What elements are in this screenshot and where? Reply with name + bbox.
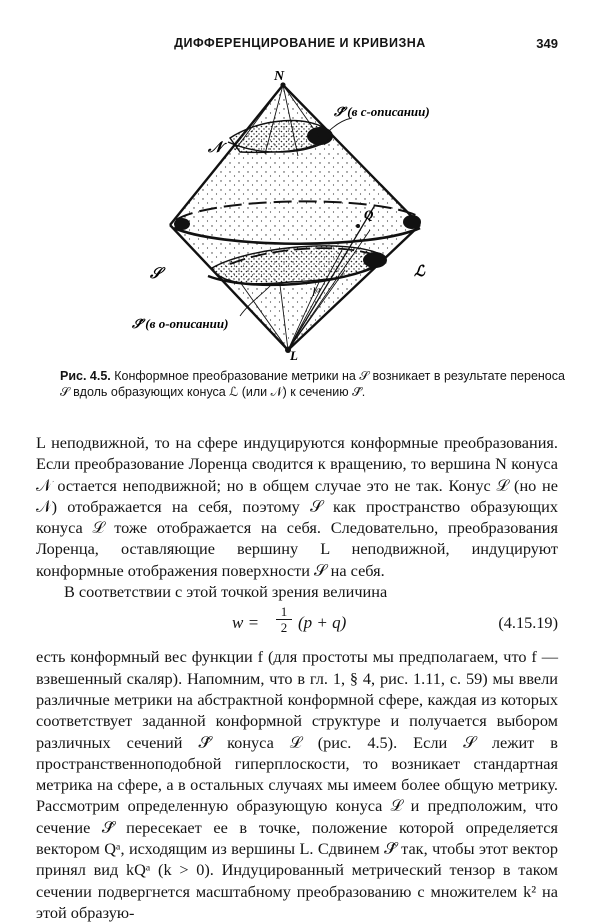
equation-fraction: [276, 604, 292, 635]
equation-rhs: (p + q): [298, 613, 347, 633]
label-cal-L: ℒ: [414, 264, 425, 280]
point-Q: [356, 224, 360, 228]
label-bottom-section: 𝒮̂ (в о-описании): [132, 316, 229, 331]
paragraph-2: В соответствии с этой точкой зрения величина: [64, 582, 388, 602]
label-top-section: 𝒮̂ (в с-описании): [334, 104, 430, 119]
label-la: lᵃ: [312, 284, 321, 299]
figure-4-5: [120, 70, 500, 360]
top-section-leader: [328, 118, 352, 132]
chapter-title: ДИФФЕРЕНЦИРОВАНИЕ И КРИВИЗНА: [174, 36, 426, 50]
caption-label: Рис. 4.5.: [60, 369, 111, 383]
equator-right-tip: [403, 215, 421, 229]
equator-left-tip: [174, 218, 190, 230]
label-L: L: [290, 348, 298, 360]
equation-number: (4.15.19): [498, 613, 558, 633]
fraction-denominator: 2: [280, 620, 288, 636]
page-number: 349: [536, 36, 558, 51]
paragraph-1: L неподвижной, то на сфере индуцируются конформные преобразования. Если преобразование Лоренца сводится к вращению, то вершина N конуса 𝒩 остается неподвижной; но в общем случае это не так. Конус ℒ (но не 𝒩) отображается на себя, поэтому 𝒮 как пространство образующих конуса ℒ тоже отображается на себя. Следовательно, преобразования Лоренца, оставляющие вершину L неподвижной, индуцируют конформные отображения поверхности 𝒮 на себя.: [36, 433, 558, 580]
label-cal-N: 𝒩: [208, 140, 223, 156]
label-N: N: [274, 70, 285, 84]
equation-lhs: w =: [232, 613, 260, 633]
body-text: [36, 432, 558, 923]
label-cal-S: 𝒮: [150, 266, 162, 282]
paragraph-3: есть конформный вес функции f (для простоты мы предполагаем, что f — взвешенный скаляр). Напомним, что в гл. 1, § 4, рис. 1.11, с. 59) мы ввели различные метрики на абстрактной конформной сфере, каждая из которых соответствует заданной конформной структуре и получается выбором различных сечений 𝒮̂ конуса ℒ (рис. 4.5). Если 𝒮 лежит в пространственноподобной гиперплоскости, то возникает стандартная метрика на сфере, а в остальных случаях мы имеем более общую метрику. Рассмотрим определенную образующую конуса ℒ и предположим, что сечение 𝒮̂ пересекает ее в точке, положение которой определяется вектором Qᵃ, исходящим из вершины L. Сдвинем 𝒮̂ так, чтобы этот вектор принял вид kQᵃ (k > 0). Индуцированный метрический тензор в таком сечении подвергнется масштабному преобразованию с множителем k² на этой образую-: [36, 647, 558, 922]
caption-text: Конформное преобразование метрики на 𝒮 возникает в результате переноса 𝒮 вдоль образующих конуса ℒ (или 𝒩) к сечению 𝒮̂.: [60, 369, 565, 399]
label-Q: Q: [364, 207, 374, 222]
equation-4-15-19: [36, 604, 558, 642]
double-cone-diagram: [120, 70, 500, 360]
figure-caption: [60, 368, 570, 400]
top-section-dark-right: [307, 127, 333, 145]
bottom-section-right-tip: [363, 252, 387, 268]
fraction-numerator: 1: [276, 604, 292, 620]
running-head: [0, 36, 600, 58]
